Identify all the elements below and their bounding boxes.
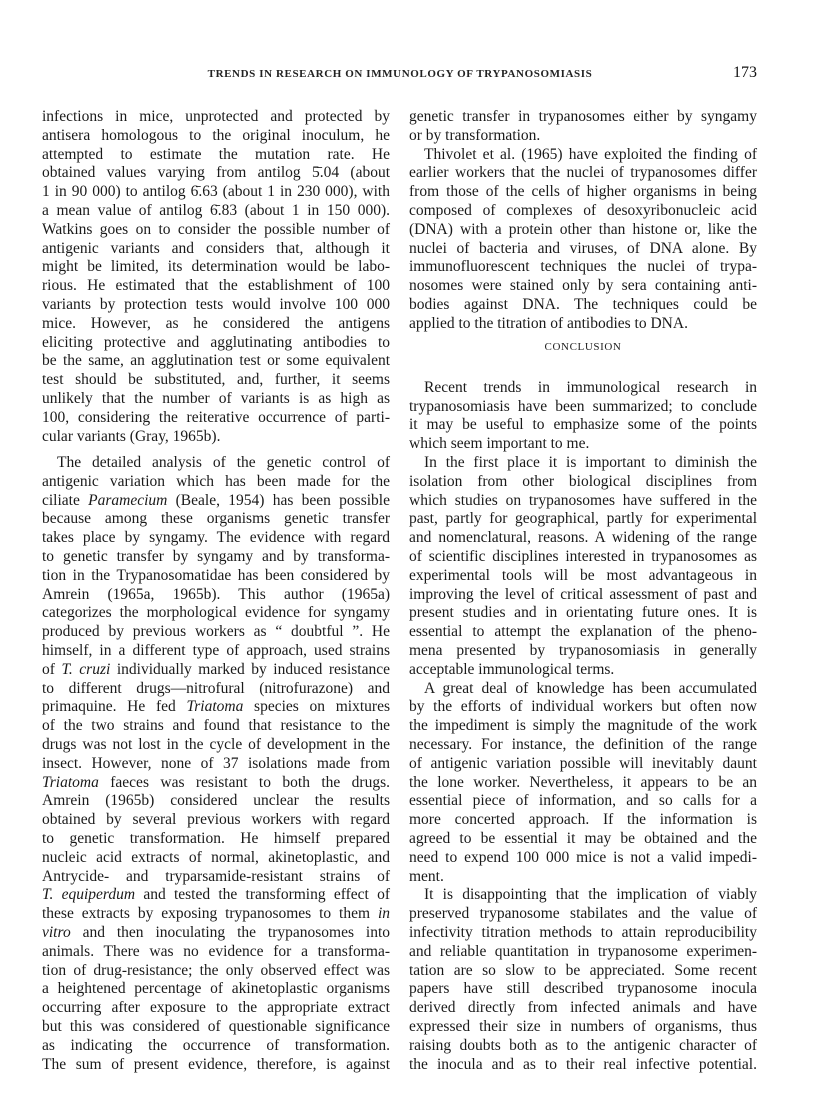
text-line bbox=[42, 164, 390, 183]
text-line bbox=[409, 1037, 757, 1056]
text-line bbox=[409, 127, 757, 146]
text-line bbox=[409, 164, 757, 183]
text-line bbox=[42, 642, 390, 661]
text-line bbox=[42, 315, 390, 334]
text-line bbox=[409, 510, 757, 529]
paragraph bbox=[409, 680, 757, 887]
text-line bbox=[409, 604, 757, 623]
text-segment: mena presented by trypanosomiasis in generally bbox=[409, 641, 757, 659]
text-segment: nuclei of bacteria and viruses, of DNA alone. By bbox=[409, 239, 757, 257]
paragraph bbox=[409, 886, 757, 1074]
italic-term: T. cruzi bbox=[61, 660, 111, 678]
text-line bbox=[42, 183, 390, 202]
text-line bbox=[409, 661, 757, 680]
text-line bbox=[42, 586, 390, 605]
text-line bbox=[409, 774, 757, 793]
text-line bbox=[409, 240, 757, 259]
text-line bbox=[42, 146, 390, 165]
text-segment: tion in the Trypanosomatidae has been considered by bbox=[42, 566, 390, 584]
text-segment: faeces was resistant to both the drugs. bbox=[98, 773, 390, 791]
text-segment: a heightened percentage of akinetoplastic organisms bbox=[42, 980, 390, 998]
text-line bbox=[42, 492, 390, 511]
text-segment: more concerted approach. If the information is bbox=[409, 811, 757, 829]
text-line bbox=[42, 623, 390, 642]
text-line bbox=[42, 277, 390, 296]
text-segment: It is disappointing that the implication of viably bbox=[424, 886, 757, 904]
text-line bbox=[42, 736, 390, 755]
text-segment: himself, in a different type of approach, used strains bbox=[42, 641, 390, 659]
text-line bbox=[409, 202, 757, 221]
text-line bbox=[42, 886, 390, 905]
text-segment: by the efforts of individual workers but often now bbox=[409, 698, 757, 716]
text-segment: Amrein (1965a, 1965b). This author (1965a) bbox=[42, 585, 390, 603]
text-segment: and then inoculating the trypanosomes into bbox=[70, 923, 390, 941]
text-segment: takes place by syngamy. The evidence with regard bbox=[42, 529, 390, 547]
text-segment: to genetic transformation. He himself prepared bbox=[42, 829, 390, 847]
text-segment: animals. There was no evidence for a transforma- bbox=[42, 942, 390, 960]
text-line bbox=[409, 999, 757, 1018]
text-segment: improving the level of critical assessment of past and bbox=[409, 585, 757, 603]
text-segment: In the first place it is important to diminish the bbox=[424, 454, 757, 471]
text-line bbox=[42, 296, 390, 315]
page-number: 173 bbox=[733, 64, 757, 81]
text-segment: cular variants (Gray, 1965b). bbox=[42, 427, 221, 445]
text-segment: these extracts by exposing trypanosomes to them bbox=[42, 905, 378, 923]
text-line bbox=[409, 435, 757, 454]
text-line bbox=[409, 586, 757, 605]
text-segment: The sum of present evidence, therefore, is against bbox=[42, 1055, 390, 1073]
text-segment: the inocula and as to their real infective potential. bbox=[409, 1055, 757, 1073]
italic-term: Triatoma bbox=[186, 698, 244, 716]
text-line bbox=[42, 371, 390, 390]
text-line bbox=[409, 792, 757, 811]
italic-term: T. equiperdum bbox=[42, 886, 136, 904]
text-line bbox=[409, 183, 757, 202]
text-segment: obtained values varying from antilog 5̄.04 (about bbox=[42, 164, 390, 182]
text-segment: expressed their size in numbers of organisms, thus bbox=[409, 1017, 757, 1035]
text-line bbox=[409, 755, 757, 774]
text-line bbox=[409, 146, 757, 165]
text-line bbox=[42, 980, 390, 999]
text-line bbox=[409, 943, 757, 962]
text-line bbox=[409, 811, 757, 830]
text-line bbox=[409, 315, 757, 334]
text-line bbox=[42, 830, 390, 849]
text-line bbox=[409, 548, 757, 567]
text-line bbox=[409, 680, 757, 699]
text-line bbox=[42, 510, 390, 529]
text-line bbox=[409, 962, 757, 981]
text-segment: acceptable immunological terms. bbox=[409, 660, 615, 678]
text-segment: rious. He estimated that the establishment of 100 bbox=[42, 277, 390, 295]
text-line bbox=[42, 258, 390, 277]
paragraph bbox=[409, 146, 757, 334]
text-line bbox=[409, 849, 757, 868]
text-segment: but this was considered of questionable significance bbox=[42, 1017, 390, 1035]
text-segment: agreed to be essential it may be obtained and the bbox=[409, 829, 757, 847]
text-segment: tation are so slow to be appreciated. Some recent bbox=[409, 961, 757, 979]
text-segment: (Beale, 1954) has been possible bbox=[167, 491, 390, 509]
text-line bbox=[42, 454, 390, 473]
text-line bbox=[409, 1018, 757, 1037]
text-segment: preserved trypanosome stabilates and the value of bbox=[409, 905, 757, 923]
text-segment: unlikely that the number of variants is as high as bbox=[42, 389, 390, 407]
text-line bbox=[42, 352, 390, 371]
text-segment: Recent trends in immunological research in bbox=[424, 378, 757, 396]
text-segment: of the two strains and found that resistance to the bbox=[42, 717, 390, 735]
text-segment: might be limited, its determination would be labo- bbox=[42, 258, 390, 276]
text-line bbox=[409, 698, 757, 717]
text-segment: categorizes the morphological evidence for syngamy bbox=[42, 604, 390, 622]
text-line bbox=[42, 108, 390, 127]
text-line bbox=[42, 1037, 390, 1056]
text-segment: raising doubts both as to the antigenic character of bbox=[409, 1036, 757, 1054]
text-segment: The detailed analysis of the genetic control of bbox=[57, 454, 390, 471]
text-segment: applied to the titration of antibodies to DNA. bbox=[409, 314, 688, 332]
paragraph bbox=[409, 108, 757, 146]
text-segment: tion of drug-resistance; the only observed effect was bbox=[42, 961, 390, 979]
text-line bbox=[42, 774, 390, 793]
text-segment: mice. However, as he considered the antigens bbox=[42, 314, 390, 332]
paragraph bbox=[409, 379, 757, 454]
text-segment: variants by protection tests would involve 100 000 bbox=[42, 295, 390, 313]
text-line bbox=[409, 642, 757, 661]
text-line bbox=[42, 604, 390, 623]
text-line bbox=[42, 1018, 390, 1037]
text-segment: Watkins goes on to consider the possible number of bbox=[42, 220, 390, 238]
text-line bbox=[409, 454, 757, 473]
text-segment: which studies on trypanosomes have suffered in the bbox=[409, 491, 757, 509]
italic-term: vitro bbox=[42, 923, 71, 941]
text-segment: to different drugs—nitrofural (nitrofurazone) and bbox=[42, 679, 390, 697]
text-segment: past, partly for geographical, partly for experimental bbox=[409, 510, 757, 528]
text-segment: nosomes were stained only by sera containing anti- bbox=[409, 277, 757, 295]
text-line bbox=[42, 409, 390, 428]
text-segment: immunofluorescent techniques the nuclei of trypa- bbox=[409, 258, 757, 276]
text-line bbox=[42, 698, 390, 717]
text-segment: genetic transfer in trypanosomes either by syngamy bbox=[409, 108, 757, 125]
text-segment: experimental tools will be most advantageous in bbox=[409, 566, 757, 584]
text-segment: or by transformation. bbox=[409, 126, 541, 144]
text-segment: A great deal of knowledge has been accumulated bbox=[424, 679, 757, 697]
text-segment: bodies against DNA. The techniques could be bbox=[409, 295, 757, 313]
italic-term: Paramecium bbox=[88, 491, 168, 509]
text-segment: which seem important to me. bbox=[409, 435, 590, 453]
text-segment: to genetic transfer by syngamy and by transforma- bbox=[42, 547, 390, 565]
text-segment: (DNA) with a protein other than histone or, like the bbox=[409, 220, 757, 238]
text-segment: nucleic acid extracts of normal, akinetoplastic, and bbox=[42, 848, 390, 866]
text-segment: drugs was not lost in the cycle of development in the bbox=[42, 735, 390, 753]
text-line bbox=[42, 868, 390, 887]
text-line bbox=[42, 202, 390, 221]
text-line bbox=[42, 661, 390, 680]
italic-term: Triatoma bbox=[42, 773, 99, 791]
text-line bbox=[42, 792, 390, 811]
text-segment: necessary. For instance, the definition of the range bbox=[409, 735, 757, 753]
text-segment: and nomenclatural, reasons. A widening of the range bbox=[409, 529, 757, 547]
text-segment: derived directly from infected animals and have bbox=[409, 999, 757, 1017]
text-segment: obtained by several previous workers with regard bbox=[42, 811, 390, 829]
text-line bbox=[409, 1056, 757, 1075]
text-segment: it may be useful to emphasize some of the points bbox=[409, 416, 757, 434]
text-segment: of bbox=[42, 660, 62, 678]
text-line bbox=[42, 390, 390, 409]
text-line bbox=[42, 473, 390, 492]
text-segment: Thivolet et al. (1965) have exploited the finding of bbox=[424, 145, 757, 163]
text-line bbox=[42, 755, 390, 774]
text-line bbox=[409, 717, 757, 736]
text-segment: as indicating the occurrence of transformation. bbox=[42, 1036, 390, 1054]
text-line bbox=[409, 416, 757, 435]
text-segment: Antrycide- and tryparsamide-resistant strains of bbox=[42, 867, 390, 885]
text-segment: 100, considering the reiterative occurrence of parti- bbox=[42, 408, 390, 426]
text-line bbox=[42, 548, 390, 567]
text-segment: infections in mice, unprotected and protected by bbox=[42, 108, 390, 125]
text-segment: eliciting protective and agglutinating antibodies to bbox=[42, 333, 390, 351]
text-segment: attempted to estimate the mutation rate. He bbox=[42, 145, 390, 163]
text-segment: trypanosomiasis have been summarized; to conclude bbox=[409, 397, 757, 415]
text-segment: earlier workers that the nuclei of trypanosomes differ bbox=[409, 164, 757, 182]
text-segment: Amrein (1965b) considered unclear the results bbox=[42, 792, 390, 810]
text-segment: from those of the cells of higher organisms in being bbox=[409, 183, 757, 201]
text-line bbox=[42, 811, 390, 830]
text-segment: of scientific disciplines interested in trypanosomes as bbox=[409, 547, 757, 565]
text-segment: of antigenic variation possible will inevitably daunt bbox=[409, 754, 757, 772]
text-segment: test should be substituted, and, further, it seems bbox=[42, 371, 390, 389]
text-line bbox=[42, 905, 390, 924]
text-line bbox=[409, 886, 757, 905]
text-line bbox=[42, 924, 390, 943]
text-line bbox=[409, 296, 757, 315]
text-segment: and tested the transforming effect of bbox=[135, 886, 390, 904]
text-line bbox=[42, 567, 390, 586]
text-segment: insect. However, none of 37 isolations made from bbox=[42, 754, 390, 772]
text-line bbox=[409, 277, 757, 296]
paragraph bbox=[409, 454, 757, 680]
text-segment: species on mixtures bbox=[243, 698, 390, 716]
text-line bbox=[42, 334, 390, 353]
text-line bbox=[409, 567, 757, 586]
text-line bbox=[409, 905, 757, 924]
text-line bbox=[42, 428, 390, 447]
text-line bbox=[42, 849, 390, 868]
text-line bbox=[42, 127, 390, 146]
paragraph bbox=[42, 454, 390, 1074]
text-line bbox=[409, 108, 757, 127]
text-line bbox=[409, 830, 757, 849]
running-title: TRENDS IN RESEARCH ON IMMUNOLOGY OF TRYPANOSOMIASIS bbox=[207, 68, 593, 80]
text-line bbox=[42, 717, 390, 736]
text-segment: composed of complexes of desoxyribonucleic acid bbox=[409, 201, 757, 219]
paragraph bbox=[42, 108, 390, 446]
text-line bbox=[409, 258, 757, 277]
text-segment: present studies and in orientating future ones. It is bbox=[409, 604, 757, 622]
text-line bbox=[42, 529, 390, 548]
text-line bbox=[42, 962, 390, 981]
text-line bbox=[42, 240, 390, 259]
text-segment: occurring after exposure to the appropriate extract bbox=[42, 999, 390, 1017]
text-line bbox=[409, 379, 757, 398]
text-segment: be the same, an agglutination test or some equivalent bbox=[42, 352, 390, 370]
text-segment: individually marked by induced resistance bbox=[110, 660, 390, 678]
text-line bbox=[42, 680, 390, 699]
text-segment: 1 in 90 000) to antilog 6̄.63 (about 1 in 230 000), with bbox=[42, 183, 390, 201]
text-line bbox=[42, 1056, 390, 1075]
text-segment: primaquine. He fed bbox=[42, 698, 187, 716]
text-segment: produced by previous workers as “ doubtful ”. He bbox=[42, 623, 390, 641]
text-segment: and reliable quantitation in trypanosome experimen- bbox=[409, 942, 757, 960]
text-segment: infectivity titration methods to attain reproducibility bbox=[409, 923, 757, 941]
text-line bbox=[409, 980, 757, 999]
text-segment: ment. bbox=[409, 867, 444, 885]
text-line bbox=[409, 623, 757, 642]
text-segment: because among these organisms genetic transfer bbox=[42, 510, 390, 528]
text-segment: essential piece of information, and so calls for a bbox=[409, 792, 757, 810]
text-segment: a mean value of antilog 6̄.83 (about 1 in 150 000). bbox=[42, 201, 390, 219]
text-line bbox=[409, 492, 757, 511]
text-line bbox=[42, 943, 390, 962]
italic-term: in bbox=[377, 905, 390, 923]
text-line bbox=[409, 473, 757, 492]
text-line bbox=[42, 221, 390, 240]
text-segment: essential to attempt the explanation of the pheno- bbox=[409, 623, 757, 641]
text-line bbox=[409, 868, 757, 887]
text-segment: isolation from other biological disciplines from bbox=[409, 472, 757, 490]
text-line bbox=[42, 999, 390, 1018]
text-line bbox=[409, 398, 757, 417]
section-heading-conclusion: CONCLUSION bbox=[544, 341, 622, 353]
text-segment: ciliate bbox=[42, 491, 89, 509]
text-segment: papers have still described trypanosome inocula bbox=[409, 980, 757, 998]
text-segment: the impediment is simply the magnitude of the work bbox=[409, 717, 757, 735]
text-segment: antisera homologous to the original inoculum, he bbox=[42, 126, 390, 144]
text-line bbox=[409, 529, 757, 548]
text-line bbox=[409, 736, 757, 755]
text-line bbox=[409, 924, 757, 943]
text-line bbox=[409, 221, 757, 240]
text-segment: antigenic variation which has been made for the bbox=[42, 472, 390, 490]
text-segment: need to expend 100 000 mice is not a valid impedi- bbox=[409, 848, 757, 866]
text-segment: the lone worker. Nevertheless, it appears to be an bbox=[409, 773, 757, 791]
text-segment: antigenic variants and considers that, although it bbox=[42, 239, 390, 257]
